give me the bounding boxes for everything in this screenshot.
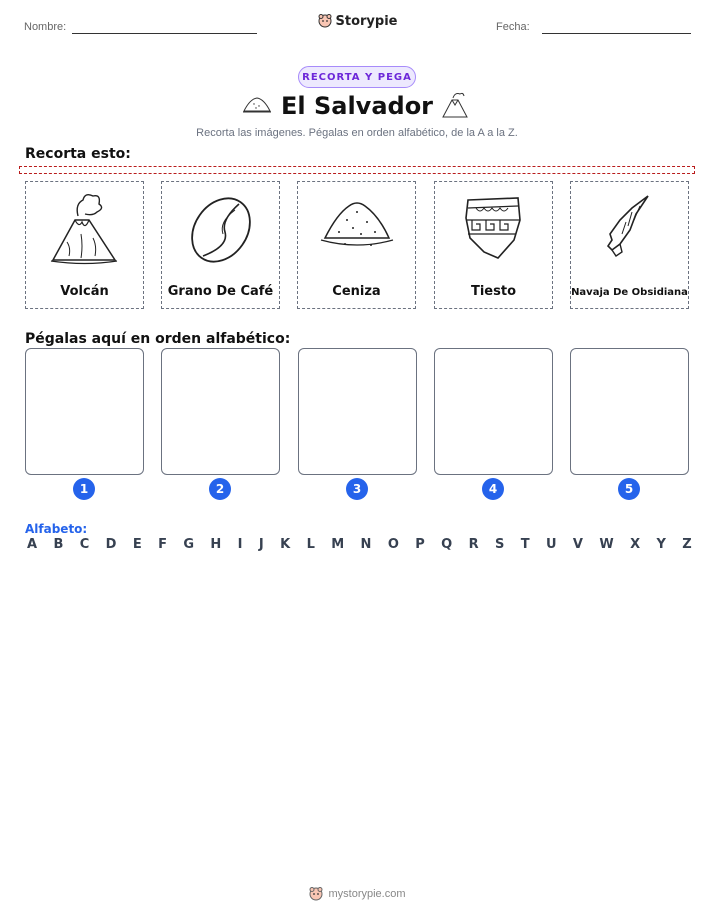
slot-number: 4 (482, 478, 504, 500)
paste-slot[interactable] (298, 348, 417, 475)
volcano-icon (45, 190, 125, 270)
slot-number: 3 (346, 478, 368, 500)
alphabet-letter: Y (656, 537, 666, 552)
slot-number: 5 (618, 478, 640, 500)
alphabet-letter: E (132, 537, 142, 552)
name-label: Nombre: (24, 21, 67, 33)
card-label: Ceniza (332, 284, 381, 299)
activity-badge: RECORTA Y PEGA (298, 66, 416, 88)
coffee-bean-icon (181, 190, 261, 270)
footer-link[interactable]: mystorypie.com (328, 888, 406, 900)
cut-section-heading: Recorta esto: (25, 146, 131, 162)
pottery-shard-icon (454, 190, 534, 270)
name-line[interactable] (72, 33, 257, 34)
cut-card-volcano[interactable] (25, 181, 144, 309)
cut-line (19, 166, 695, 174)
ash-pile-icon (317, 190, 397, 270)
alphabet-letter: D (105, 537, 117, 552)
alphabet-letter: J (258, 537, 264, 552)
obsidian-blade-icon (590, 190, 670, 270)
alphabet-letter: Q (441, 537, 453, 552)
alphabet-letter: X (630, 537, 641, 552)
alphabet-row (27, 537, 692, 552)
alphabet-letter: Z (682, 537, 692, 552)
date-line[interactable] (542, 33, 691, 34)
card-label: Volcán (60, 284, 109, 299)
cut-card-pottery-shard[interactable] (434, 181, 553, 309)
alphabet-letter: F (158, 537, 167, 552)
alphabet-letter: V (572, 537, 583, 552)
alphabet-letter: N (360, 537, 372, 552)
card-label: Tiesto (470, 284, 517, 299)
alphabet-letter: G (183, 537, 195, 552)
alphabet-letter: C (79, 537, 90, 552)
alphabet-letter: H (210, 537, 222, 552)
alphabet-letter: L (306, 537, 315, 552)
cut-card-obsidian-blade[interactable] (570, 181, 689, 309)
date-label: Fecha: (496, 21, 530, 33)
footer (0, 886, 714, 902)
storypie-mascot-icon (317, 13, 333, 29)
storypie-mascot-icon (308, 886, 324, 902)
paste-slot[interactable] (570, 348, 689, 475)
alphabet-letter: M (331, 537, 345, 552)
paste-section-heading: Pégalas aquí en orden alfabético: (25, 331, 291, 347)
brand-name: Storypie (335, 13, 398, 29)
slot-number: 2 (209, 478, 231, 500)
alphabet-letter: O (387, 537, 399, 552)
alphabet-letter: S (494, 537, 505, 552)
alphabet-letter: A (27, 537, 38, 552)
cut-card-ash[interactable] (297, 181, 416, 309)
brand-logo (0, 13, 714, 29)
volcano-icon (440, 90, 470, 120)
paste-slot[interactable] (161, 348, 280, 475)
paste-slot[interactable] (25, 348, 144, 475)
instructions: Recorta las imágenes. Pégalas en orden alfabético, de la A a la Z. (196, 127, 518, 139)
slot-number: 1 (73, 478, 95, 500)
alphabet-letter: R (468, 537, 479, 552)
alphabet-letter: B (53, 537, 64, 552)
alphabet-letter: W (599, 537, 614, 552)
alphabet-letter: P (415, 537, 425, 552)
card-label: Grano De Café (167, 284, 274, 299)
page-title: El Salvador (280, 92, 434, 120)
cut-card-coffee-bean[interactable] (161, 181, 280, 309)
paste-slot[interactable] (434, 348, 553, 475)
alphabet-letter: U (545, 537, 557, 552)
alphabet-letter: T (520, 537, 530, 552)
alphabet-letter: I (237, 537, 243, 552)
alphabet-letter: K (280, 537, 291, 552)
card-label: Navaja De Obsidiana (571, 287, 688, 298)
alphabet-heading: Alfabeto: (25, 522, 88, 536)
